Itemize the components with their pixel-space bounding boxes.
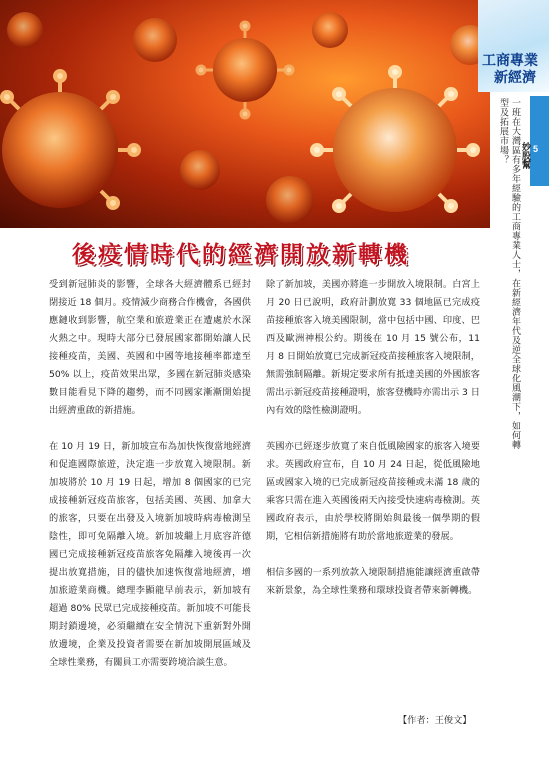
paragraph: 英國亦已經逐步放寬了來自低風險國家的旅客入境要求。英國政府宣布，自 10 月 24 日起，從低風險地區或國家入境的已完成新冠疫苗接種或未滿 18 歲的乘客只需在進入英國後兩天內接受快速病毒檢測。英國政府表示，由於學校將開始與最後一個學期的假期，它相信新措施將有助於當地旅遊業的發展。 [266,441,480,542]
hero-virus-image [0,0,490,228]
page-tab [530,96,549,186]
virus-large-right [312,67,478,212]
paragraph: 除了新加坡，美國亦將進一步開放入境限制。白宮上月 20 日已說明，政府計劃放寬 33 個地區已完成疫苗接種旅客入境美國限制，當中包括中國、印度、巴西及歐洲神根公約。期後在 10 月 15 號公布，11 月 8 日開始放寬已完成新冠疫苗接種旅客入境限制，無需強制隔離。新規定要求所有抵達美國的外國旅客需出示新冠疫苗接種證明，旅客登機時亦需出示 3 日內有效的陰性檢測證明。 [266,279,480,416]
article-title: 後疫情時代的經濟開放新轉機 [72,242,410,268]
paragraph: 受到新冠肺炎的影響，全球各大經濟體系已經封閉接近 18 個月。疫情減少商務合作機會，各國供應鏈收到影響，航空業和旅遊業正在遭處於水深火熱之中。現時大部分已發展國家都開始讓人民接種疫苗，美國、英國和中國等地接種率都達至 50% 以上，疫苗效果出眾，多國在新冠肺炎感染數目能看見下降的趨勢，而不同國家漸漸開始提出經濟重啟的新措施。 [49,279,251,416]
article-column-1 [49,276,251,690]
virus-illustration [0,0,490,228]
author-credit: 【作者：王俊文】 [398,715,472,726]
sidebar-tagline: 一班在大灣區有多年經驗的工商專業人士，在新經濟年代及逆全球化風潮下，如何轉型及拓展市場？ [498,98,520,450]
brand-line1: 工商專業 [482,53,538,69]
sidebar-author-label: 妙股幫 [520,142,530,169]
page-number: 5 [533,144,539,154]
brand-logo [478,0,549,92]
paragraph: 在 10 月 19 日，新加坡宣布為加快恢復當地經濟和促進國際旅遊，決定進一步放寬入境限制。新加坡將於 10 月 19 日起，增加 8 個國家的已完成接種新冠疫苗旅客，包括美國、英國、加拿大的旅客，只要在出發及入境新加坡時病毒檢測呈陰性，即可免隔離入境。新加坡繼上月底容許德國已完成接種新冠疫苗旅客免隔離入境後再一次提出放寬措施，目的儘快加速恢復當地經濟，增加旅遊業商機。總理李顯龍早前表示，新加坡有超過 80% 民眾已完成接種疫苗。新加坡不可能長期封鎖邊境，必須繼續在安全情況下重新對外開放邊境，企業及投資者需要在新加坡開展區域及全球性業務，有關員工亦需要跨境洽談生意。 [49,441,251,668]
brand-line2: 新經濟 [494,70,536,86]
virus-small-1 [197,22,293,118]
article-column-2 [266,276,480,618]
virus-large-left [2,71,139,208]
paragraph: 相信多國的一系列放款入境限制措施能讓經濟重啟帶來新景象，為全球性業務和環球投資者帶來新轉機。 [266,567,480,596]
